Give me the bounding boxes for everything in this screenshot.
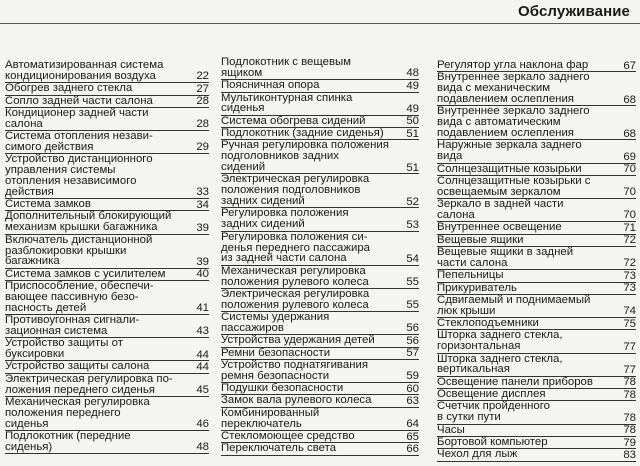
toc-entry-title: Дополнительный блокирующий механизм крышки багажника [5,210,172,234]
toc-entry-page-number: 73 [623,282,636,295]
toc-entry-page-number: 27 [196,82,209,95]
toc-entry-page-number: 39 [196,255,209,268]
toc-entry-title: Система обогрева сидений [221,114,366,127]
toc-entry [221,408,419,431]
toc-entry-title: Подлокотник (задние сиденья) [221,127,384,140]
toc-entry-title: Приспособление, обеспечи- вающее пассивную безо- пасность детей [5,280,154,314]
toc-entry-title: Часы [437,423,465,436]
toc-entry-title: Шторка заднего стекла, горизонтальная [437,329,563,353]
toc-entry-title: Освещение панели приборов [437,375,593,388]
toc-entry-page-number: 28 [196,95,209,108]
toc-entry-title: Устройство дистанционного управления системы отопления независимого действия [5,153,153,198]
toc-entry-page-number: 69 [623,150,636,163]
toc-entry [437,401,636,424]
toc-entry-title: Противоугонная сигнали- зационная система [5,314,140,337]
toc-entry-page-number: 51 [406,161,419,174]
toc-entry-page-number: 70 [623,209,636,222]
toc-entry [221,80,419,92]
toc-entry-title: Наружные зеркала заднего вида [437,139,582,163]
toc-entry [221,174,419,208]
toc-entry-title: Комбинированный переключатель [221,406,320,430]
toc-entry-title: Освещение дисплея [437,388,546,401]
toc-entry-title: Устройство поднатягивания ремня безопасности [221,358,369,382]
toc-entry-title: Механическая регулировка положения рулевого колеса [221,264,369,288]
toc-entry-title: Солнцезащитные козырьки с освещаемым зеркалом [437,174,591,198]
toc-entry-page-number: 22 [196,70,209,83]
toc-entry [5,431,209,454]
toc-entry [437,199,636,222]
toc-entry-page-number: 46 [196,418,209,431]
toc-column-2 [221,57,419,456]
toc-entry [437,330,636,353]
toc-entry-title: Стеклоподъемники [437,317,539,330]
toc-entry [221,312,419,335]
toc-entry [437,140,636,163]
toc-entry-page-number: 73 [623,269,636,282]
toc-entry-page-number: 56 [406,322,419,335]
toc-entry-title: Устройство защиты салона [5,360,150,373]
toc-column-3 [437,60,636,462]
toc-entry-page-number: 44 [196,360,209,373]
toc-entry-page-number: 68 [623,127,636,140]
toc-entry-title: Мультиконтурная спинка сиденья [221,91,353,115]
toc-entry-page-number: 55 [406,276,419,289]
toc-entry-title: Система замков [5,198,91,211]
toc-entry-title: Электрическая регулировка положения подголовников задних сидений [221,173,370,208]
toc-entry [437,449,636,461]
toc-entry-title: Замок вала рулевого колеса [221,394,372,407]
toc-entry-page-number: 78 [623,411,636,424]
toc-entry-title: Переключатель света [221,442,337,455]
toc-entry-page-number: 57 [406,347,419,360]
toc-entry-title: Автоматизированная система кондиционирования воздуха [5,59,164,82]
toc-entry-title: Кондиционер задней части салона [5,106,149,130]
toc-entry-title: Механическая регулировка положения переднего сиденья [5,395,150,430]
toc-entry-page-number: 50 [406,115,419,128]
toc-entry [5,60,209,83]
toc-entry-page-number: 63 [406,394,419,407]
toc-entry [437,247,636,270]
toc-entry-page-number: 65 [406,430,419,443]
toc-entry-page-number: 71 [623,221,636,234]
toc-entry-page-number: 39 [196,221,209,234]
toc-entry [5,154,209,199]
toc-entry-title: Поясничная опора [221,79,320,92]
toc-entry-title: Ремни безопасности [221,346,331,359]
toc-entry-title: Чехол для лыж [437,448,518,461]
toc-entry-page-number: 48 [406,67,419,80]
toc-entry-page-number: 70 [623,163,636,176]
toc-entry [221,140,419,174]
toc-entry-page-number: 78 [623,376,636,389]
toc-entry-title: Устройство защиты от буксировки [5,337,123,361]
toc-entry [437,106,636,140]
toc-entry [5,131,209,154]
toc-entry-title: Шторка заднего стекла, вертикальная [437,352,563,376]
toc-entry [437,222,636,234]
toc-entry-page-number: 72 [623,234,636,247]
toc-entry [221,232,419,266]
toc-entry [5,281,209,315]
toc-entry-page-number: 41 [196,302,209,315]
toc-entry-title: Регулировка положения си- денья переднего пассажира из задней части салона [221,230,371,265]
toc-entry-page-number: 52 [406,195,419,208]
toc-entry-page-number: 77 [623,340,636,353]
toc-entry [5,374,209,397]
page-title: Обслуживание [518,3,630,20]
toc-entry [437,354,636,377]
toc-entry-page-number: 29 [196,141,209,154]
toc-entry [5,361,209,373]
toc-entry-title: Подушки безопасности [221,382,344,395]
toc-entry-title: Системы удержания пассажиров [221,311,330,334]
toc-entry-title: Прикуриватель [437,281,517,294]
toc-entry [437,270,636,282]
toc-entry-page-number: 55 [406,299,419,312]
toc-entry-title: Регулятор угла наклона фар [437,59,589,71]
toc-entry-page-number: 72 [623,257,636,270]
toc-entry-page-number: 44 [196,348,209,361]
toc-entry-page-number: 66 [406,442,419,455]
toc-entry-title: Устройства удержания детей [221,334,375,347]
toc-entry-page-number: 28 [196,118,209,131]
toc-entry [221,289,419,312]
toc-entry [437,176,636,199]
toc-entry [437,72,636,106]
toc-entry [5,83,209,95]
toc-entry-page-number: 74 [623,305,636,318]
toc-entry-title: Сдвигаемый и поднимаемый люк крыши [437,293,591,317]
toc-entry [221,335,419,347]
toc-entry-page-number: 43 [196,325,209,338]
toc-entry-title: Обогрев заднего стекла [5,82,133,95]
toc-entry-title: Вещевые ящики в задней части салона [437,246,574,269]
toc-entry [5,235,209,269]
toc-entry [221,93,419,116]
toc-entry-page-number: 40 [196,268,209,281]
toc-entry-title: Ручная регулировка положения подголовников задних сидений [221,139,389,174]
toc-entry-page-number: 53 [406,218,419,231]
toc-entry [221,395,419,407]
toc-entry [5,108,209,131]
toc-entry [5,397,209,431]
toc-entry-title: Бортовой компьютер [437,436,548,448]
toc-entry-page-number: 56 [406,334,419,347]
toc-entry-page-number: 78 [623,424,636,437]
toc-entry-title: Включатель дистанционной разблокировки крышки багажника [5,233,153,268]
toc-entry-page-number: 48 [196,441,209,454]
toc-entry-page-number: 77 [623,363,636,376]
toc-entry [437,295,636,318]
toc-entry-page-number: 34 [196,198,209,211]
header-rule [0,23,640,24]
toc-entry [221,266,419,289]
toc-entry-title: Солнцезащитные козырьки [437,162,582,175]
toc-entry-title: Внутреннее зеркало заднего вида с автоматическим подавлением ослепления [437,105,590,140]
toc-entry-title: Зеркало в задней части салона [437,198,564,221]
toc-entry-title: Система отопления незави- симого действия [5,130,153,153]
toc-entry-page-number: 51 [406,127,419,140]
toc-entry-page-number: 75 [623,317,636,330]
toc-entry [5,338,209,361]
toc-entry-page-number: 64 [406,418,419,431]
toc-entry [5,315,209,338]
toc-entry-page-number: 78 [623,388,636,401]
toc-entry [221,208,419,231]
toc-entry-title: Стекломоющее средство [221,430,355,442]
toc-entry-page-number: 68 [623,93,636,106]
toc-entry-page-number: 54 [406,252,419,265]
toc-entry-page-number: 60 [406,382,419,395]
toc-entry-page-number: 79 [623,436,636,449]
toc-column-1 [5,60,209,454]
toc-entry-page-number: 49 [406,79,419,92]
toc-entry-page-number: 33 [196,186,209,199]
toc-entry [5,211,209,234]
toc-entry-title: Сопло задней части салона [5,94,153,107]
toc-entry-title: Внутреннее зеркало заднего вида с механическим подавлением ослепления [437,71,590,106]
toc-entry-title: Внутреннее освещение [437,221,562,234]
toc-entry-title: Электрическая регулировка по- ложения переднего сиденья [5,372,173,396]
toc-entry [221,360,419,383]
toc-entry-title: Пепельницы [437,269,504,282]
toc-entry [221,443,419,455]
toc-entry-title: Подлокотник (передние сиденья) [5,430,131,453]
toc-entry-page-number: 45 [196,384,209,397]
toc-entry-title: Регулировка положения задних сидений [221,207,349,231]
toc-entry-title: Система замков с усилителем [5,267,166,280]
toc-entry-page-number: 83 [623,448,636,461]
toc-entry-title: Счетчик пройденного в сутки пути [437,400,550,424]
toc-entry-page-number: 59 [406,370,419,383]
toc-entry-title: Электрическая регулировка положения рулевого колеса [221,287,370,311]
toc-entry-page-number: 49 [406,102,419,115]
toc-entry-title: Вещевые ящики [437,233,524,246]
toc-entry-title: Подлокотник с вещевым ящиком [221,56,352,79]
toc-entry [221,57,419,80]
toc-entry-page-number: 67 [623,59,636,72]
toc-entry-page-number: 70 [623,186,636,199]
